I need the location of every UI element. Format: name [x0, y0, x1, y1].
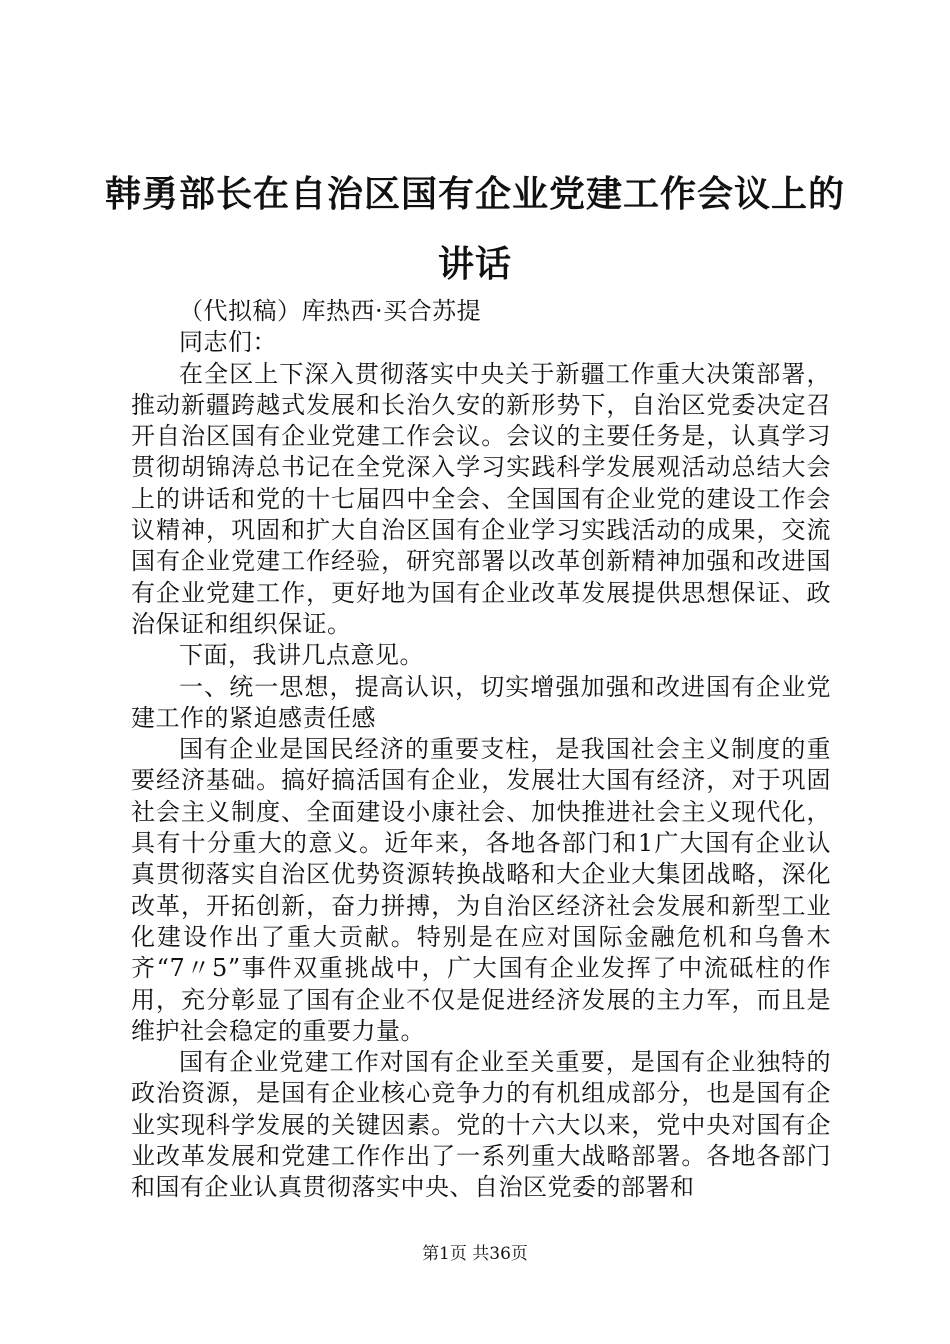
byline: （代拟稿）库热西·买合苏提 — [179, 297, 482, 325]
section-heading: 一、统一思想，提高认识，切实增强加强和改进国有企业党建工作的紧迫感责任感 — [131, 672, 831, 732]
paragraph: 在全区上下深入贯彻落实中央关于新疆工作重大决策部署，推动新疆跨越式发展和长治久安的新形势下，自治区党委决定召开自治区国有企业党建工作会议。会议的主要任务是，认真学习贯彻胡锦涛总书记在全党深入学习实践科学发展观活动总结大会上的讲话和党的十七届四中全会、全国国有企业党的建设工作会议精神，巩固和扩大自治区国有企业学习实践活动的成果，交流国有企业党建工作经验，研究部署以改革创新精神加强和改进国有企业党建工作，更好地为国有企业改革发展提供思想保证、政治保证和组织保证。 — [131, 359, 831, 638]
paragraph: 国有企业是国民经济的重要支柱，是我国社会主义制度的重要经济基础。搞好搞活国有企业，发展壮大国有经济，对于巩固社会主义制度、全面建设小康社会、加快推进社会主义现代化，具有十分重大的意义。近年来，各地各部门和1广大国有企业认真贯彻落实自治区优势资源转换战略和大企业大集团战略，深化改革，开拓创新，奋力拼搏，为自治区经济社会发展和新型工业化建设作出了重大贡献。特别是在应对国际金融危机和乌鲁木齐“7〃5”事件双重挑战中，广大国有企业发挥了中流砥柱的作用，充分彰显了国有企业不仅是促进经济发展的主力军，而且是维护社会稳定的重要力量。 — [131, 735, 831, 1045]
document-body — [131, 296, 831, 1204]
paragraph: 下面，我讲几点意见。 — [179, 641, 424, 670]
page-footer: 第1页 共36页 — [422, 1244, 528, 1264]
salutation: 同志们： — [179, 328, 277, 357]
paragraph: 国有企业党建工作对国有企业至关重要，是国有企业独特的政治资源，是国有企业核心竞争力的有机组成部分，也是国有企业实现科学发展的关键因素。党的十六大以来，党中央对国有企业改革发展和党建工作作出了一系列重大战略部署。各地各部门和国有企业认真贯彻落实中央、自治区党委的部署和 — [131, 1048, 831, 1202]
document-title: 韩勇部长在自治区国有企业党建工作会议上的讲话 — [104, 174, 845, 285]
